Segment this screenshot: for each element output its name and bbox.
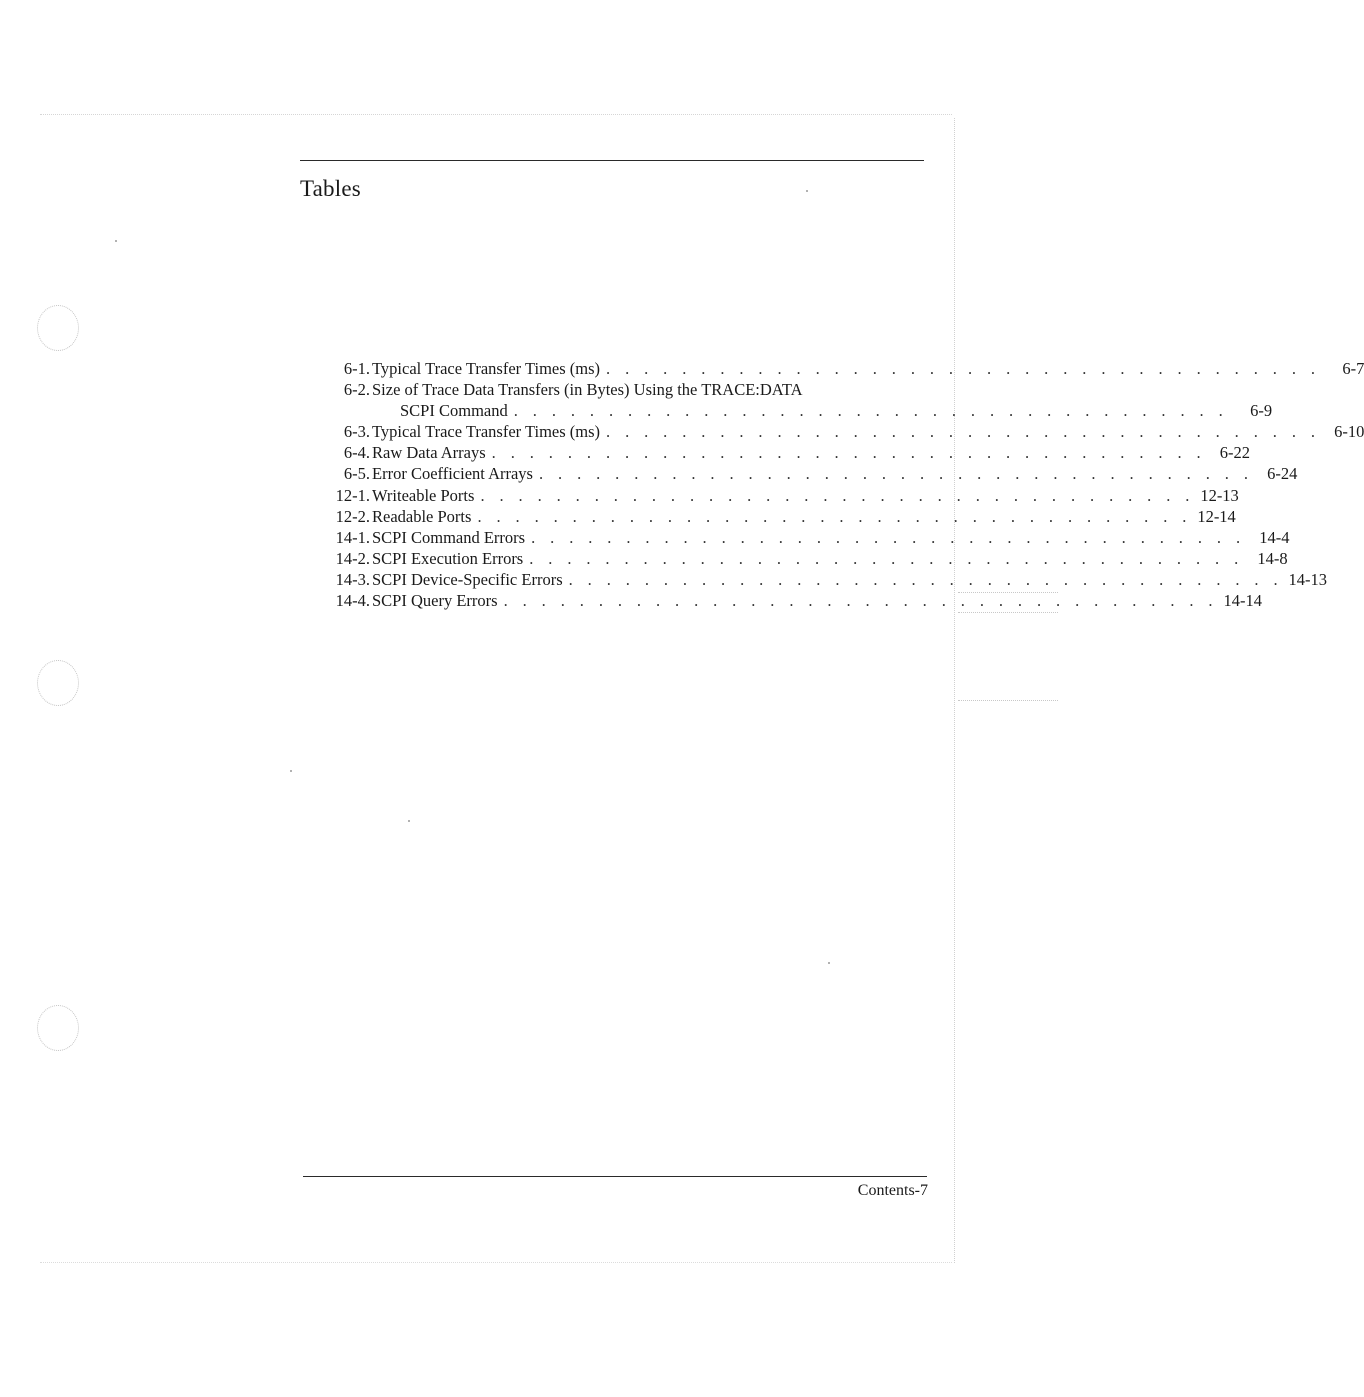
table-title: Readable Ports [372, 506, 472, 526]
scan-speck [828, 962, 830, 964]
toc-entry [318, 548, 1288, 569]
page-reference: 14-4 [1259, 527, 1290, 547]
page-number: Contents-7 [857, 1182, 928, 1199]
table-number: 6-3. [343, 422, 370, 442]
dot-leader: . . . . . . . . . . . . . . . . . . . . . . . . . . . . . . . . . . . . . . [606, 359, 1321, 378]
dot-leader: . . . . . . . . . . . . . . . . . . . . . . . . . . . . . . . . . . . . . . [477, 506, 1192, 526]
table-title: SCPI Command Errors [372, 527, 526, 547]
table-title: Typical Trace Transfer Times (ms) [372, 422, 601, 442]
table-title: Writeable Ports [372, 485, 475, 505]
table-number: 14-3. [335, 569, 370, 589]
table-number: 14-4. [335, 591, 370, 611]
page-reference: 6-10 [1334, 422, 1364, 442]
toc-entry [318, 379, 926, 400]
table-number: 6-5. [343, 464, 370, 484]
dot-leader: . . . . . . . . . . . . . . . . . . . . . . . . . . . . . . . . . . . . . . [568, 569, 1283, 589]
binder-hole [37, 660, 79, 706]
binder-hole [37, 1005, 79, 1051]
table-title: Raw Data Arrays [372, 443, 486, 463]
table-number: 14-2. [335, 548, 370, 568]
page-reference: 12-13 [1200, 485, 1239, 505]
page-reference: 14-8 [1257, 548, 1288, 568]
binder-hole [37, 305, 79, 351]
page-reference: 14-14 [1223, 591, 1262, 611]
table-number: 6-2. [343, 380, 370, 400]
scan-edge-bottom [40, 1262, 952, 1263]
tab-divider-mark [958, 612, 1058, 613]
section-title: Tables [300, 176, 361, 201]
toc-entry [318, 506, 1236, 527]
scan-speck [806, 190, 808, 192]
header-rule [300, 160, 924, 161]
scan-speck [115, 240, 117, 242]
toc-entry [318, 358, 1364, 379]
table-title: Error Coefficient Arrays [372, 464, 533, 484]
page-reference: 6-24 [1267, 464, 1298, 484]
table-title: SCPI Device-Specific Errors [372, 569, 563, 589]
dot-leader: . . . . . . . . . . . . . . . . . . . . . . . . . . . . . . . . . . . . . . [529, 548, 1244, 568]
footer-rule [303, 1176, 927, 1177]
scan-speck [290, 770, 292, 772]
toc-entry [318, 463, 1298, 484]
toc-entry [318, 527, 1290, 548]
dot-leader: . . . . . . . . . . . . . . . . . . . . . . . . . . . . . . . . . . . . . . [538, 464, 1254, 484]
toc-entry [318, 485, 1239, 506]
dot-leader: . . . . . . . . . . . . . . . . . . . . . . . . . . . . . . . . . . . . . . [606, 422, 1321, 442]
toc-entry [318, 569, 1327, 590]
toc-entry-continuation [318, 400, 1273, 421]
tab-divider-mark [958, 700, 1058, 701]
page-reference: 6-22 [1219, 443, 1251, 463]
table-title-continuation: SCPI Command [400, 401, 508, 421]
tables-list [318, 358, 1364, 611]
table-number: 12-1. [335, 485, 370, 505]
toc-entry [318, 442, 1251, 463]
table-number: 6-1. [343, 359, 370, 378]
scan-edge-top [40, 114, 952, 115]
scan-speck [408, 820, 410, 822]
scan-edge-right [954, 118, 955, 1263]
table-title: SCPI Execution Errors [372, 548, 524, 568]
toc-entry [318, 590, 1262, 611]
table-number: 6-4. [343, 443, 370, 463]
page-reference: 14-13 [1288, 569, 1327, 589]
table-number: 12-2. [335, 506, 370, 526]
table-number: 14-1. [335, 527, 370, 547]
page-reference: 6-9 [1250, 401, 1273, 421]
dot-leader: . . . . . . . . . . . . . . . . . . . . . . . . . . . . . . . . . . . . . . [491, 443, 1207, 463]
page-reference: 6-7 [1342, 359, 1364, 378]
toc-entry [318, 421, 1364, 442]
dot-leader: . . . . . . . . . . . . . . . . . . . . . . . . . . . . . . . . . . . . . . [531, 527, 1246, 547]
page-reference: 12-14 [1197, 506, 1236, 526]
table-title: Typical Trace Transfer Times (ms) [372, 359, 601, 378]
dot-leader: . . . . . . . . . . . . . . . . . . . . . . . . . . . . . . . . . . . . . . [480, 485, 1195, 505]
dot-leader: . . . . . . . . . . . . . . . . . . . . . . . . . . . . . . . . . . . . . . [513, 401, 1229, 421]
table-title: Size of Trace Data Transfers (in Bytes) Using the TRACE:DATA [372, 380, 803, 400]
table-title: SCPI Query Errors [372, 591, 498, 611]
dot-leader: . . . . . . . . . . . . . . . . . . . . . . . . . . . . . . . . . . . . . . [503, 591, 1218, 611]
